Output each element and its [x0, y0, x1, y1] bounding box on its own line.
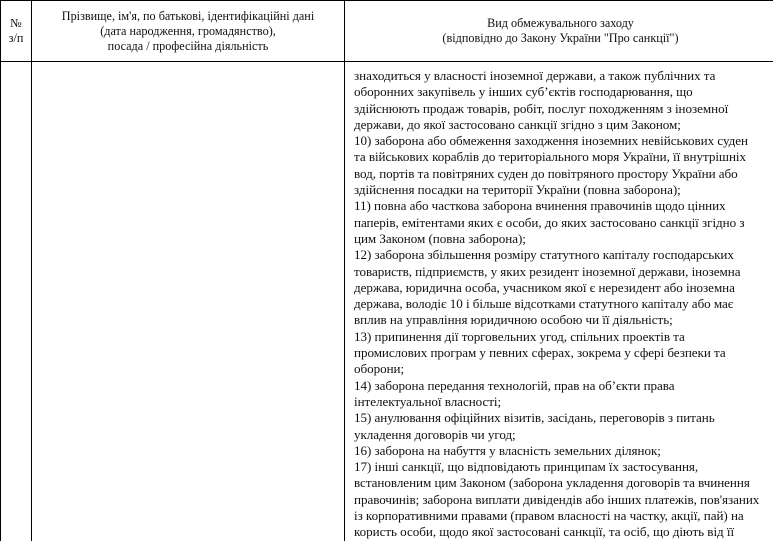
measure-line: здійснення посадки на території України (повна заборона); [354, 182, 770, 198]
measure-line: держави, до якої застосовано санкції згідно з цим Законом; [354, 117, 770, 133]
header-measure-text [345, 16, 773, 46]
measure-line: вплив на управління юридичною особою чи її діяльність; [354, 312, 770, 328]
header-person-text [32, 9, 344, 54]
header-row [1, 1, 773, 62]
header-measure-line: Вид обмежувального заходу [347, 16, 773, 31]
header-person [32, 1, 345, 62]
cell-number [1, 62, 32, 541]
measure-line: цим Законом (повна заборона); [354, 231, 770, 247]
measure-line: оборонних закупівель у інших суб’єктів господарювання, що [354, 84, 770, 100]
measure-line: 17) інші санкції, що відповідають принципам їх застосування, [354, 459, 770, 475]
measure-line: 11) повна або часткова заборона вчинення правочинів щодо цінних [354, 198, 770, 214]
measure-line: держава, володіє 10 і більше відсотками статутного капіталу або має [354, 296, 770, 312]
header-person-line: Прізвище, ім'я, по батькові, ідентифікаційні дані [34, 9, 342, 24]
header-measure-line: (відповідно до Закону України "Про санкції") [347, 31, 773, 46]
measure-line: інтелектуальної власності; [354, 394, 770, 410]
measure-line: паперів, емітентами яких є особи, до яких застосовано санкції згідно з [354, 215, 770, 231]
cell-measure [345, 62, 773, 541]
measure-line: із корпоративними правами (правом власності на частку, акції, пай) на [354, 508, 770, 524]
measure-line: користь особи, щодо якої застосовані санкції, та осіб, що діють від її [354, 524, 770, 540]
measure-line: знаходиться у власності іноземної держави, а також публічних та [354, 68, 770, 84]
measure-line: встановленим цим Законом (заборона укладення договорів та вчинення [354, 475, 770, 491]
measure-line: промислових програм у певних сферах, зокрема у сфері безпеки та [354, 345, 770, 361]
measure-line: 12) заборона збільшення розміру статутного капіталу господарських [354, 247, 770, 263]
measure-line: та військових кораблів до територіального моря України, її внутрішніх [354, 149, 770, 165]
measure-line: 10) заборона або обмеження заходження іноземних невійськових суден [354, 133, 770, 149]
table-body [1, 62, 773, 541]
header-number-line: № [4, 16, 28, 31]
header-person-line: (дата народження, громадянство), [34, 24, 342, 39]
measure-line: товариств, підприємств, у яких резидент іноземної держави, іноземна [354, 264, 770, 280]
table-header [1, 1, 773, 62]
header-person-line: посада / професійна діяльність [34, 39, 342, 54]
measure-line: 13) припинення дії торговельних угод, спільних проектів та [354, 329, 770, 345]
cell-person [32, 62, 345, 541]
measure-line: 16) заборона на набуття у власність земельних ділянок; [354, 443, 770, 459]
measure-line: оборони; [354, 361, 770, 377]
measure-line: вод, портів та повітряних суден до повітряного простору України або [354, 166, 770, 182]
header-number-line: з/п [4, 31, 28, 46]
measure-line: правочинів; заборона виплати дивідендів або інших платежів, пов'язаних [354, 492, 770, 508]
table-row [1, 62, 773, 541]
measure-line: 14) заборона передання технологій, прав на об’єкти права [354, 378, 770, 394]
measure-line: 15) анулювання офіційних візитів, засідань, переговорів з питань [354, 410, 770, 426]
header-number-text [1, 16, 31, 46]
header-measure [345, 1, 773, 62]
measure-line: здійснюють продаж товарів, робіт, послуг походженням з іноземної [354, 101, 770, 117]
measure-line: укладення договорів чи угод; [354, 427, 770, 443]
measure-line: держава, юридична особа, учасником якої є нерезидент або іноземна [354, 280, 770, 296]
measure-text [345, 62, 773, 541]
header-number [1, 1, 32, 62]
